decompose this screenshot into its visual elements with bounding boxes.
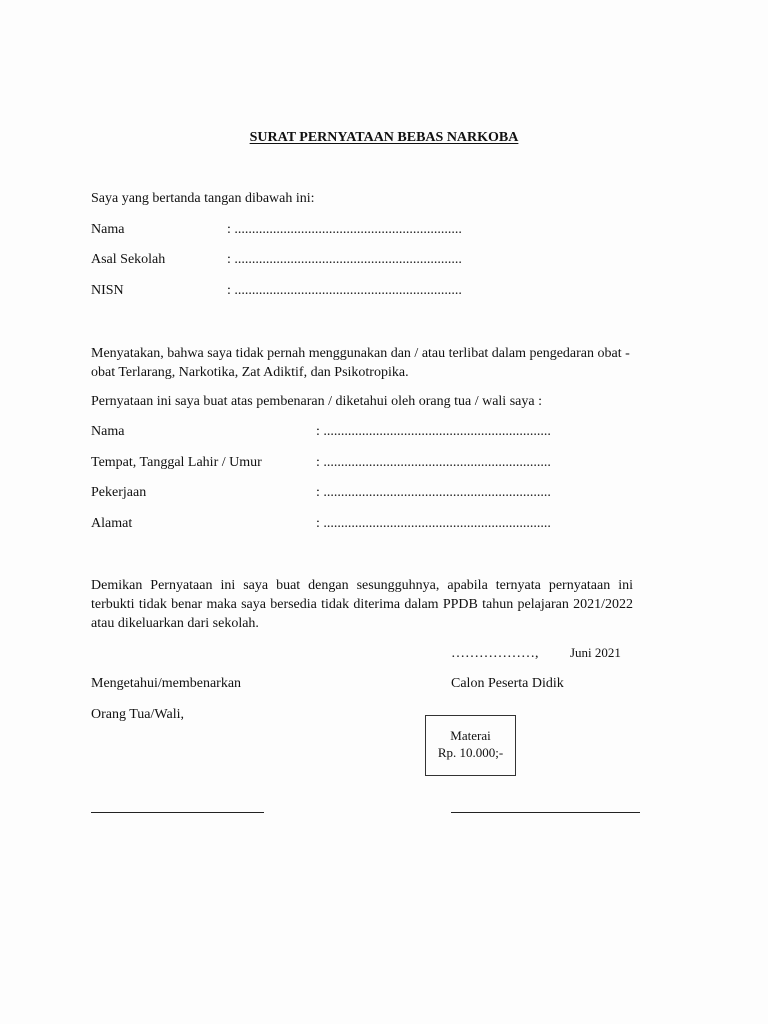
materai-stamp-box [425,715,516,776]
parent-job-value: : ................................................................. [316,485,551,500]
intro-text: Saya yang bertanda tangan dibawah ini: [91,191,315,206]
closing-paragraph: Demikan Pernyataan ini saya buat dengan sesungguhnya, apabila ternyata pernyataan ini terbukti tidak benar maka saya bersedia tidak diterima dalam PPDB tahun pelajaran 2021/2022 atau dikeluarkan dari sekolah. [91,578,633,631]
date-text: Juni 2021 [570,645,621,660]
student-name-value: : ................................................................. [227,222,462,237]
parent-birth-value: : ................................................................. [316,455,551,470]
parent-address-value: : ................................................................. [316,516,551,531]
left-signature-line [91,812,264,813]
student-nisn-label: NISN [91,283,124,298]
left-signature-heading: Mengetahui/membenarkan [91,676,242,691]
statement-paragraph: Menyatakan, bahwa saya tidak pernah menggunakan dan / atau terlibat dalam pengedaran obat - obat Terlarang, Narkotika, Zat Adiktif, dan Psikotropika. [91,346,630,380]
student-name-label: Nama [91,222,125,237]
left-signature-role: Orang Tua/Wali, [91,707,184,722]
parent-address-label: Alamat [91,516,133,531]
parent-job-label: Pekerjaan [91,485,147,500]
document-title: SURAT PERNYATAAN BEBAS NARKOBA [249,130,519,145]
place-placeholder: ………………, [451,646,539,661]
materai-amount: Rp. 10.000;- [437,745,504,760]
materai-label: Materai [450,728,491,743]
parent-name-label: Nama [91,424,125,439]
right-signature-line [451,812,640,813]
parent-birth-label: Tempat, Tanggal Lahir / Umur [91,455,262,470]
parent-name-value: : ................................................................. [316,424,551,439]
student-nisn-value: : ................................................................. [227,283,462,298]
parent-intro-text: Pernyataan ini saya buat atas pembenaran / diketahui oleh orang tua / wali saya : [91,394,542,409]
right-signature-heading: Calon Peserta Didik [451,676,564,691]
student-school-label: Asal Sekolah [91,252,166,267]
student-school-value: : ................................................................. [227,252,462,267]
